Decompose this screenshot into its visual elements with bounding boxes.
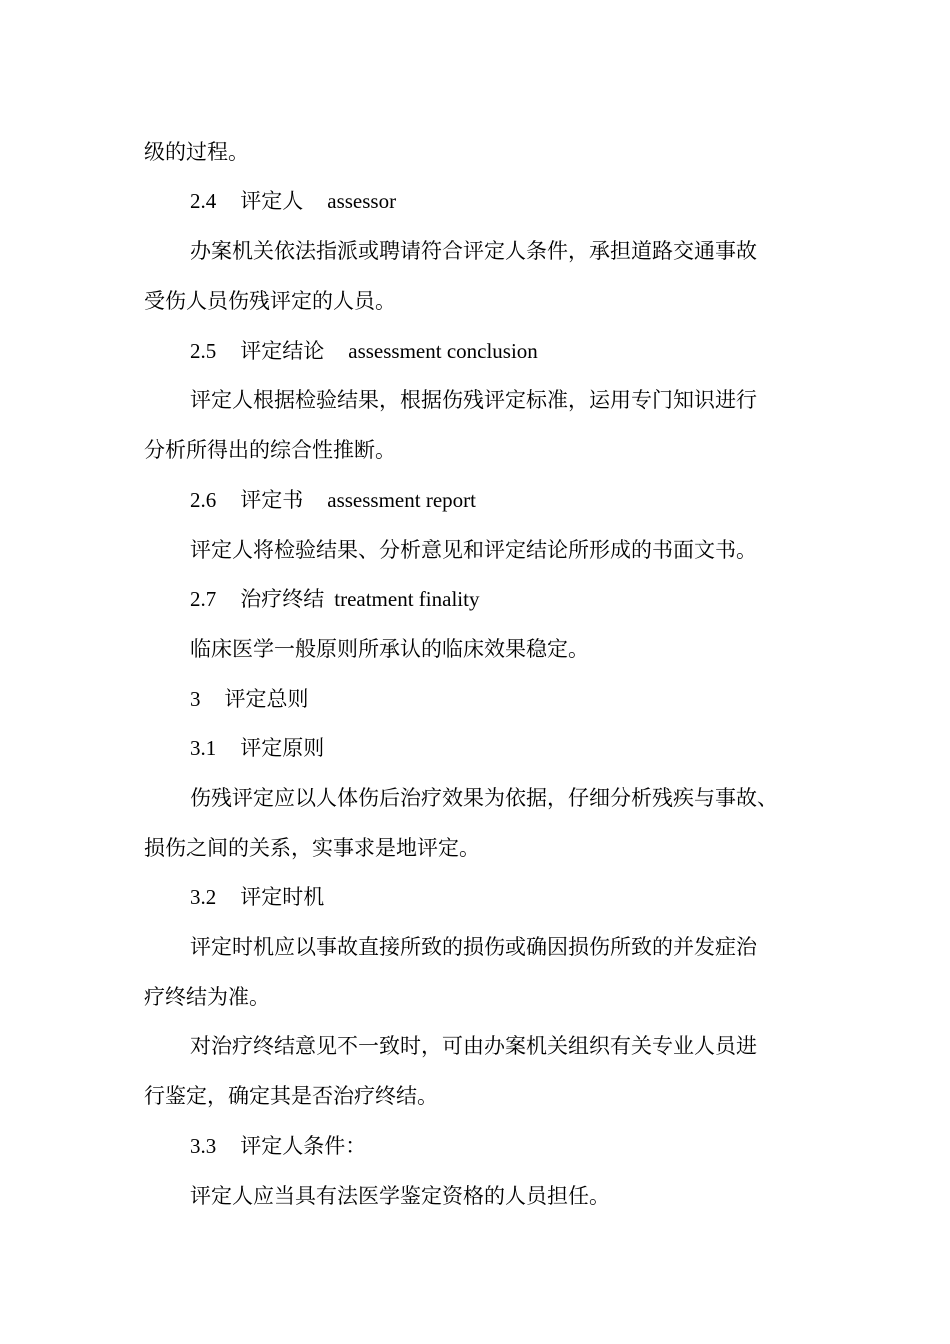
section-heading-3-2 <box>190 882 324 912</box>
paragraph-text: 评定时机应以事故直接所致的损伤或确因损伤所致的并发症治 <box>190 935 757 959</box>
section-heading-3 <box>190 684 309 714</box>
paragraph-line <box>144 435 396 465</box>
paragraph-text: 临床医学一般原则所承认的临床效果稳定。 <box>190 637 589 661</box>
section-term-english: assessment conclusion <box>348 339 538 363</box>
section-term: 评定原则 <box>240 736 325 760</box>
paragraph-line <box>144 286 396 316</box>
paragraph-text: 评定人根据检验结果，根据伤残评定标准，运用专门知识进行 <box>190 388 757 412</box>
section-number: 3.1 <box>190 736 217 760</box>
paragraph-line <box>190 535 757 565</box>
paragraph-line <box>144 137 249 167</box>
section-term-english: assessor <box>327 189 397 213</box>
paragraph-line <box>144 833 480 863</box>
paragraph-text: 办案机关依法指派或聘请符合评定人条件，承担道路交通事故 <box>190 239 757 263</box>
section-number: 2.7 <box>190 587 217 611</box>
section-term: 评定总则 <box>224 687 309 711</box>
paragraph-text: 对治疗终结意见不一致时，可由办案机关组织有关专业人员进 <box>190 1034 757 1058</box>
section-heading-3-1 <box>190 733 324 763</box>
paragraph-text: 受伤人员伤残评定的人员。 <box>144 289 396 313</box>
paragraph-text: 评定人应当具有法医学鉴定资格的人员担任。 <box>190 1184 610 1208</box>
section-number: 2.5 <box>190 339 217 363</box>
paragraph-text: 疗终结为准。 <box>144 985 270 1009</box>
section-term: 评定人 <box>240 189 304 213</box>
section-number: 2.4 <box>190 189 217 213</box>
section-term-english: assessment report <box>327 488 476 512</box>
paragraph-line <box>144 982 270 1012</box>
section-number: 2.6 <box>190 488 217 512</box>
paragraph-text: 行鉴定，确定其是否治疗终结。 <box>144 1084 438 1108</box>
section-term-english: treatment finality <box>334 587 480 611</box>
section-term: 评定书 <box>240 488 304 512</box>
paragraph-text: 损伤之间的关系，实事求是地评定。 <box>144 836 480 860</box>
section-heading-2-5 <box>190 336 538 366</box>
section-heading-2-4 <box>190 186 396 216</box>
section-term: 评定结论 <box>240 339 325 363</box>
paragraph-line <box>190 783 778 813</box>
section-number: 3 <box>190 687 201 711</box>
paragraph-line <box>144 1081 438 1111</box>
section-heading-3-3 <box>190 1131 366 1161</box>
paragraph-line <box>190 634 589 664</box>
paragraph-text: 评定人将检验结果、分析意见和评定结论所形成的书面文书。 <box>190 538 757 562</box>
paragraph-text: 伤残评定应以人体伤后治疗效果为依据，仔细分析残疾与事故、 <box>190 786 778 810</box>
section-term: 评定时机 <box>240 885 325 909</box>
section-number: 3.2 <box>190 885 217 909</box>
paragraph-line <box>190 932 757 962</box>
section-number: 3.3 <box>190 1134 217 1158</box>
paragraph-line <box>190 1181 610 1211</box>
paragraph-line <box>190 1031 757 1061</box>
paragraph-text: 分析所得出的综合性推断。 <box>144 438 396 462</box>
paragraph-text: 级的过程。 <box>144 140 249 164</box>
section-heading-2-7 <box>190 584 479 614</box>
paragraph-line <box>190 385 757 415</box>
section-term: 评定人条件： <box>240 1134 367 1158</box>
paragraph-line <box>190 236 757 266</box>
section-term: 治疗终结 <box>240 587 325 611</box>
section-heading-2-6 <box>190 485 476 515</box>
